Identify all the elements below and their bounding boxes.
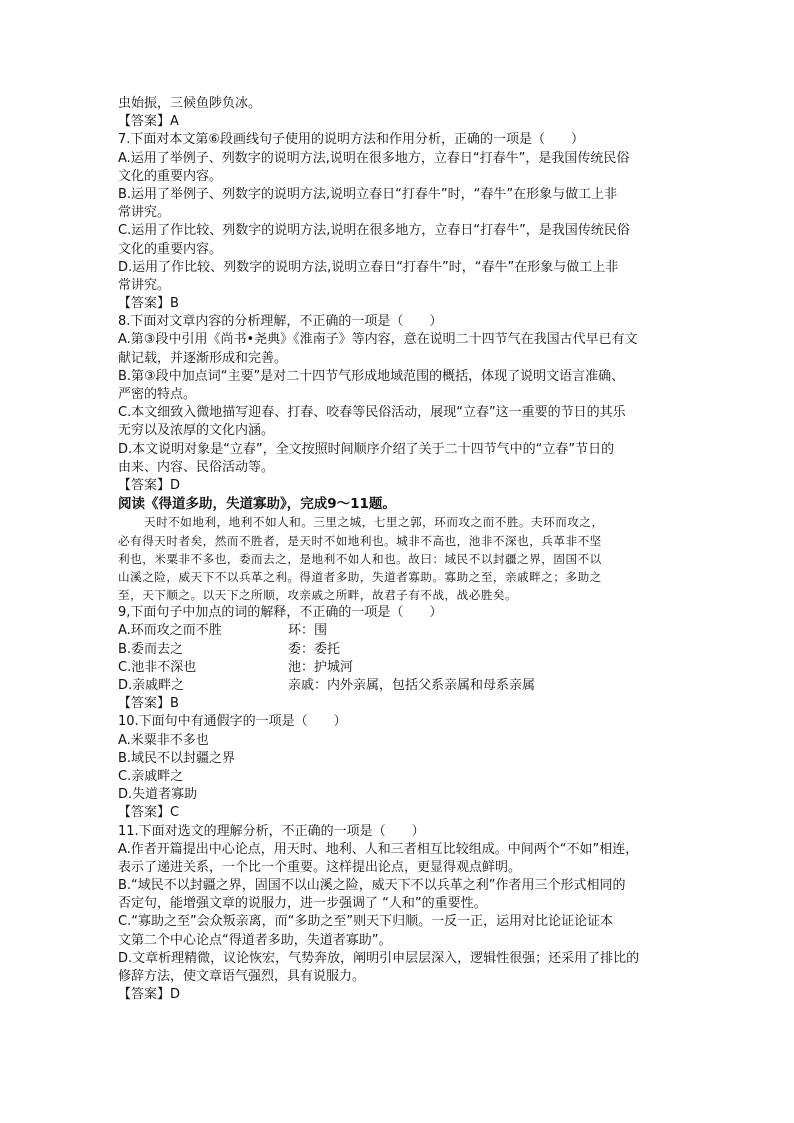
answer-value: B	[170, 296, 179, 312]
answer-label: 【答案】	[118, 696, 171, 712]
document-page	[118, 95, 688, 1004]
gloss-option: D.亲戚畔之	[118, 678, 185, 693]
gloss-row	[118, 641, 688, 659]
answer-value: D	[170, 477, 181, 493]
gloss-row	[118, 659, 688, 677]
gloss-explanation: 池：护城河	[288, 659, 354, 675]
classical-text-line: 天时不如地利，地利不如人和。三里之城，七里之郭，环而攻之而不胜。夫环而攻之，	[144, 515, 604, 530]
option-line: C.亲戚畔之	[118, 768, 184, 784]
option-line: 常讲究。	[118, 277, 171, 293]
option-line: 由来、内容、民俗活动等。	[118, 459, 275, 475]
option-line: 献记载，并逐渐形成和完善。	[118, 350, 288, 366]
classical-text-line: 山溪之险，威天下不以兵革之利。得道者多助，失道者寡助。寡助之至，亲戚畔之；多助之	[118, 569, 602, 584]
classical-text-line: 必有得天时者矣，然而不胜者，是天时不如地利也。城非不高也，池非不深也，兵革非不坚	[118, 533, 602, 548]
option-line: A.第③段中引用《尚书•尧典》《淮南子》等内容，意在说明二十四节气在我国古代早已有文	[118, 332, 638, 348]
gloss-option: C.池非不深也	[118, 659, 197, 675]
gloss-row	[118, 677, 688, 695]
option-line: 文第二个中心论点“得道者多助，失道者寡助”。	[118, 932, 392, 948]
option-line: C.运用了作比较、列数字的说明方法,说明在很多地方，立春日“打春牛”，是我国传统民俗	[118, 223, 630, 239]
gloss-option: B.委而去之	[118, 641, 184, 657]
answer-label: 【答案】	[118, 477, 171, 493]
option-line: D.本文说明对象是“立春”，全文按照时间顺序介绍了关于二十四节气中的“立春”节日的	[118, 441, 615, 457]
option-line: 严密的特点。	[118, 387, 197, 402]
option-line: 无穷以及浓厚的文化内涵。	[118, 423, 275, 439]
option-line: B.第③段中加点词“主要”是对二十四节气形成地域范围的概括，体现了说明文语言准确、	[118, 368, 625, 384]
option-line: A.运用了举例子、列数字的说明方法,说明在很多地方，立春日“打春牛”，是我国传统民俗	[118, 150, 630, 166]
option-line: 文化的重要内容。	[118, 168, 223, 184]
answer-line	[118, 113, 688, 131]
question-10: 10.下面句中有通假字的一项是（ ）	[118, 714, 347, 730]
answer-label: 【答案】	[118, 296, 171, 312]
answer-label: 【答案】	[118, 114, 171, 130]
option-line: D.运用了作比较、列数字的说明方法,说明立春日“打春牛”时，“春牛”在形象与做工上非	[118, 259, 619, 275]
option-line: 否定句，能增强文章的说服力，进一步强调了 “人和”的重要性。	[118, 896, 487, 912]
option-line: 常讲究。	[118, 205, 171, 221]
option-line: C.“寡助之至”会众叛亲离，而“多助之至”则天下归顺。一反一正，运用对比论证论证本	[118, 914, 614, 930]
answer-value: C	[170, 805, 180, 821]
answer-label: 【答案】	[118, 805, 171, 821]
option-line: 修辞方法，使文章语气强烈，具有说服力。	[118, 969, 366, 984]
answer-line	[118, 295, 688, 313]
option-line: A.米粟非不多也	[118, 732, 209, 748]
option-line: 表示了递进关系，一个比一个重要。这样提出论点，更显得观点鲜明。	[118, 859, 522, 875]
answer-label: 【答案】	[118, 987, 171, 1003]
option-line: 文化的重要内容。	[118, 241, 223, 257]
gloss-option: A.环而攻之而不胜	[118, 623, 222, 639]
option-line: A.作者开篇提出中心论点，用天时、地利、人和三者相互比较组成。中间两个“不如”相连，	[118, 841, 639, 857]
option-line: D.文章析理精微，议论恢宏，气势奔放，阐明引申层层深入，逻辑性很强；还采用了排比的	[118, 950, 640, 966]
reading-heading: 阅读《得道多助，失道寡助》，完成9～11题。	[118, 496, 396, 513]
option-line: D.失道者寡助	[118, 787, 198, 803]
gloss-explanation: 亲戚：内外亲属，包括父系亲属和母系亲属	[288, 678, 536, 693]
answer-line	[118, 986, 688, 1004]
answer-line	[118, 477, 688, 495]
option-line: C.本文细致入微地描写迎春、打春、咬春等民俗活动，展现“立春”这一重要的节日的其乐	[118, 405, 626, 421]
answer-value: B	[170, 696, 179, 712]
answer-line	[118, 804, 688, 822]
option-line: B.运用了举例子、列数字的说明方法,说明立春日“打春牛”时，“春牛”在形象与做工上非	[118, 186, 618, 202]
gloss-row	[118, 622, 688, 640]
text-line: 虫始振，三候鱼陟负冰。	[118, 96, 262, 111]
question-8: 8.下面对文章内容的分析理解，不正确的一项是（ ）	[118, 314, 443, 330]
question-11: 11.下面对选文的理解分析，不正确的一项是（ ）	[118, 823, 425, 839]
option-line: B.域民不以封疆之界	[118, 750, 236, 766]
answer-value: A	[170, 114, 179, 130]
gloss-explanation: 委：委托	[288, 641, 341, 657]
classical-text-line: 至，天下顺之。以天下之所顺，攻亲戚之所畔，故君子有不战，战必胜矣。	[118, 588, 518, 603]
question-7: 7.下面对本文第⑥段画线句子使用的说明方法和作用分析，正确的一项是（ ）	[118, 132, 585, 148]
classical-text-line: 利也，米粟非不多也，委而去之，是地利不如人和也。故曰：域民不以封疆之界，固国不以	[118, 551, 602, 566]
question-9: 9,下面句子中加点的词的解释，不正确的一项是（ ）	[118, 605, 443, 621]
option-line: B.“域民不以封疆之界，固国不以山溪之险，威天下不以兵革之利”作者用三个形式相同的	[118, 878, 626, 894]
gloss-explanation: 环：围	[288, 623, 328, 639]
answer-value: D	[170, 987, 181, 1003]
answer-line	[118, 695, 688, 713]
